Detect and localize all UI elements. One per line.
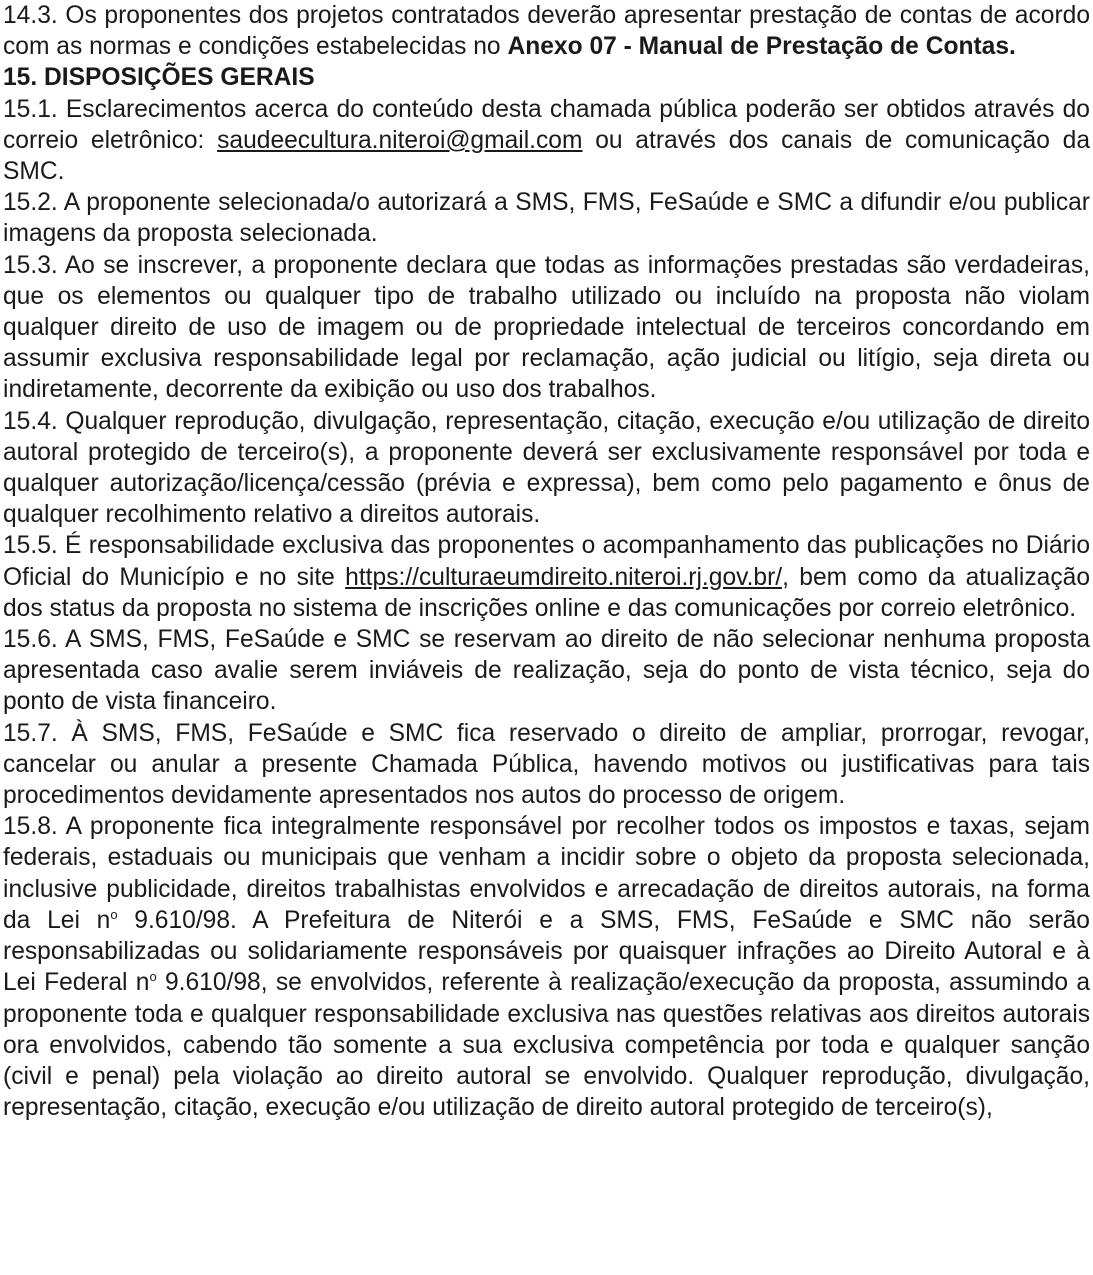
paragraph-15-8-part-3: 9.610/98, se envolvidos, referente à realização/execução da proposta, assumindo a proponente toda e qualquer responsabilidade exclusiva nas questões relativas aos direitos autorais ora envolvidos, cabendo tão somente a sua exclusiva competência por toda e qualquer sanção (civil e penal) pela violação ao direito autoral se envolvido. Qualquer reprodução, divulgação, representação, citação, execução e/ou utilização de direito autoral protegido de terceiro(s), [3,969,1090,1122]
paragraph-15-8-part-2: 9.610/98. A Prefeitura de Niterói e a SMS, FMS, FeSaúde e SMC não serão responsabilizadas ou solidariamente responsáveis por quaisquer infrações ao Direito Autoral e à Lei Federal n [3,906,1090,997]
paragraph-15-5 [3,530,1090,624]
paragraph-15-1 [3,94,1090,188]
paragraph-15-3: 15.3. Ao se inscrever, a proponente declara que todas as informações prestadas são verdadeiras, que os elementos ou qualquer tipo de trabalho utilizado ou incluído na proposta não violam qualquer direito de uso de imagem ou de propriedade intelectual de terceiros concordando em assumir exclusiva responsabilidade legal por reclamação, ação judicial ou litígio, seja direta ou indiretamente, decorrente da exibição ou uso dos trabalhos. [3,251,1090,404]
paragraph-15-6: 15.6. A SMS, FMS, FeSaúde e SMC se reservam ao direito de não selecionar nenhuma proposta apresentada caso avalie serem inviáveis de realização, seja do ponto de vista técnico, seja do ponto de vista financeiro. [3,626,1090,716]
document-page [3,0,1090,1123]
contact-email-link[interactable]: saudeecultura.niteroi@gmail.com [217,126,583,154]
ordinal-superscript-2: o [149,969,157,985]
ordinal-superscript-1: o [110,906,118,922]
annex-07-reference: Anexo 07 - Manual de Prestação de Contas. [507,33,1016,61]
paragraph-14-3 [3,0,1090,62]
paragraph-14-3-text: 14.3. Os proponentes dos projetos contratados deverão apresentar prestação de contas de acordo com as normas e condições estabelecidas no [3,2,1090,61]
paragraph-15-2: 15.2. A proponente selecionada/o autorizará a SMS, FMS, FeSaúde e SMC a difundir e/ou publicar imagens da proposta selecionada. [3,189,1090,248]
website-link[interactable]: https://culturaeumdireito.niteroi.rj.gov.br/, [345,563,789,591]
paragraph-15-1-text-after: ou através dos canais de comunicação da SMC. [3,126,1091,186]
paragraph-15-8 [3,811,1090,1123]
paragraph-15-5-text-before: 15.5. É responsabilidade exclusiva das proponentes o acompanhamento das publicações no Diário Oficial do Município e no site [3,532,1090,591]
paragraph-15-5-text-after: bem como da atualização dos status da proposta no sistema de inscrições online e das comunicações por correio eletrônico. [3,563,1091,622]
paragraph-15-1-text-before: 15.1. Esclarecimentos acerca do conteúdo desta chamada pública poderão ser obtidos através do correio eletrônico: [3,95,1090,154]
paragraph-15-7: 15.7. À SMS, FMS, FeSaúde e SMC fica reservado o direito de ampliar, prorrogar, revogar, cancelar ou anular a presente Chamada Pública, havendo motivos ou justificativas para tais procedimentos devidamente apresentados nos autos do processo de origem. [3,719,1090,810]
section-15-heading: 15. DISPOSIÇÕES GERAIS [3,64,315,92]
paragraph-15-8-part-1: 15.8. A proponente fica integralmente responsável por recolher todos os impostos e taxas, sejam federais, estaduais ou municipais que venham a incidir sobre o objeto da proposta selecionada, inclusive publicidade, direitos trabalhistas envolvidos e arrecadação de direitos autorais, na forma da Lei n [3,813,1090,934]
paragraph-15-4: 15.4. Qualquer reprodução, divulgação, representação, citação, execução e/ou utilização de direito autoral protegido de terceiro(s), a proponente deverá ser exclusivamente responsável por toda e qualquer autorização/licença/cessão (prévia e expressa), bem como pelo pagamento e ônus de qualquer recolhimento relativo a direitos autorais. [3,407,1090,529]
